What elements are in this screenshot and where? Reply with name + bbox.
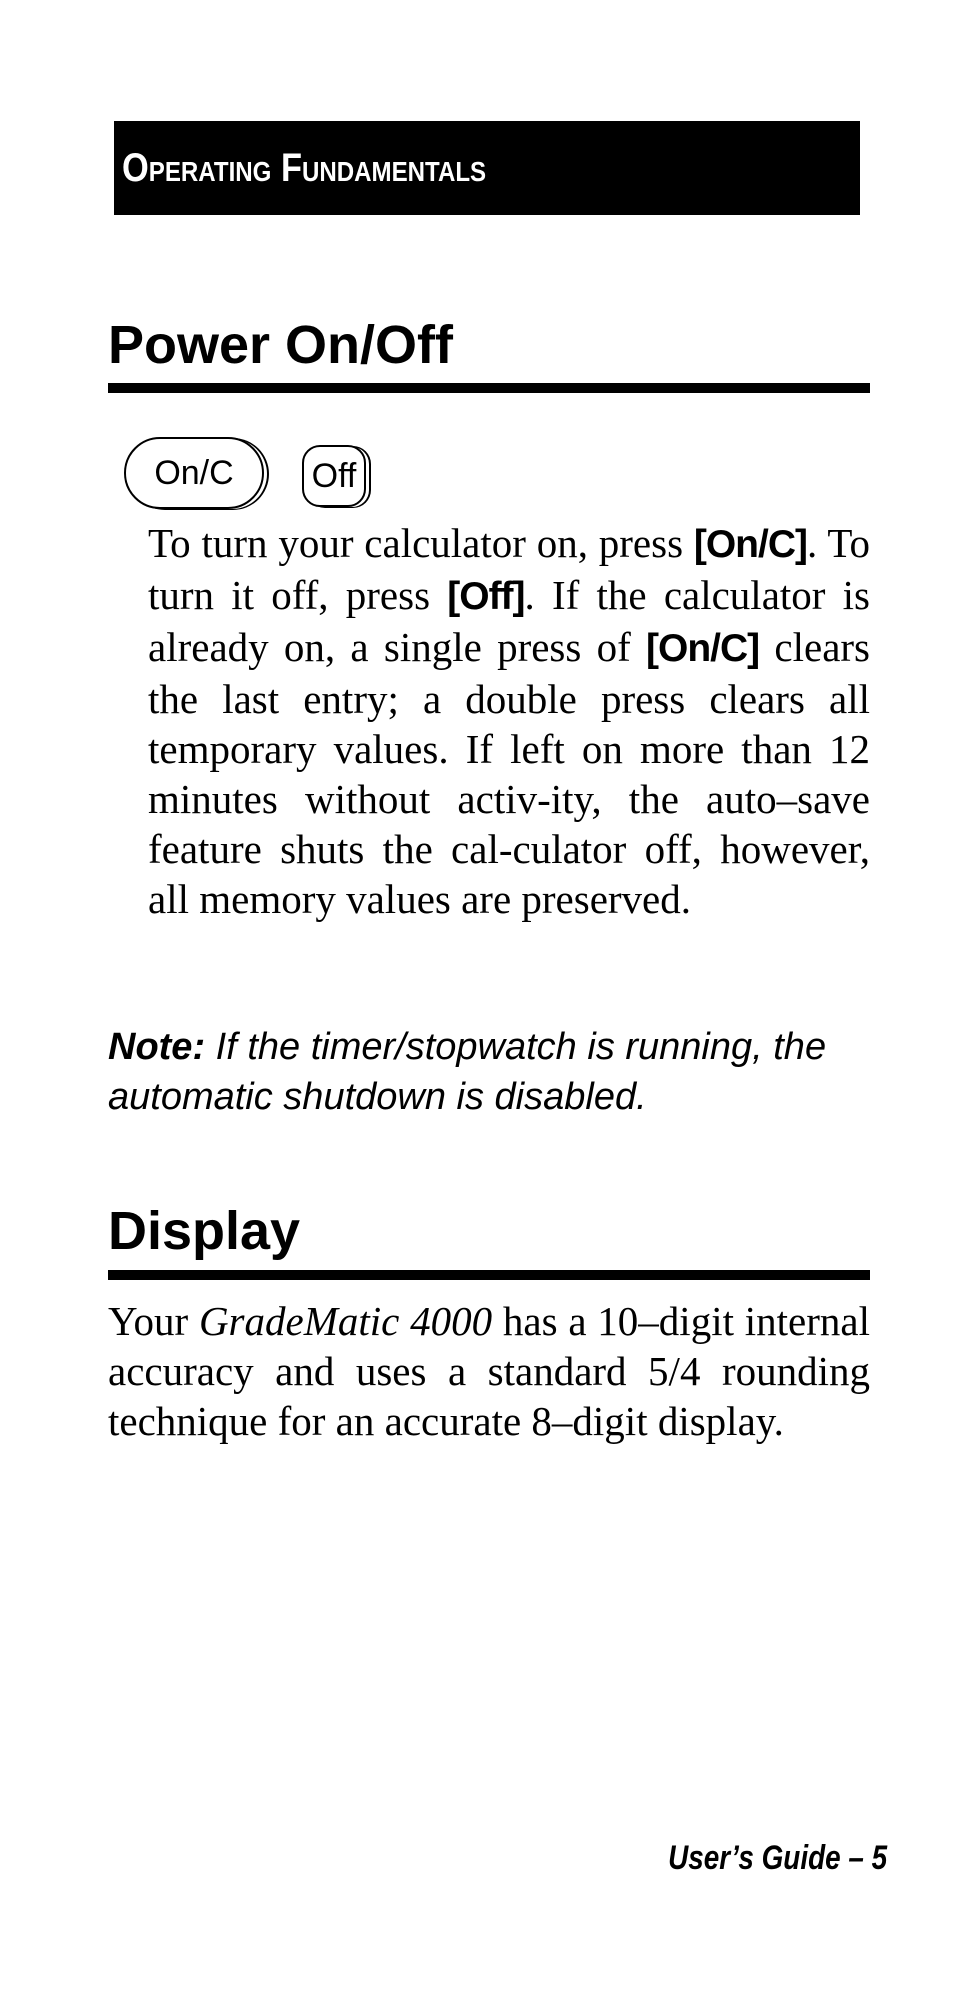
power-text-3: . If the calculator is already on, a single press of <box>148 572 870 670</box>
chapter-banner <box>114 121 860 215</box>
note-block <box>108 1022 878 1122</box>
key-ref-on-c-2: [On/C] <box>646 627 760 670</box>
off-key-icon <box>302 445 366 507</box>
power-text-1: To turn your calculator on, press <box>148 520 694 566</box>
page-footer <box>620 1838 888 1878</box>
display-text-2: has a 10–digit internal accuracy and uses a standard 5/4 rounding technique for an accurate 8–digit display. <box>108 1298 870 1444</box>
section-rule-power <box>108 383 870 393</box>
section-heading-power: Power On/Off <box>108 315 454 375</box>
display-paragraph <box>108 1296 870 1446</box>
key-illustration <box>124 437 384 513</box>
chapter-title: Operating Fundamentals <box>122 146 487 190</box>
page-number: User’s Guide – 5 <box>668 1839 888 1877</box>
power-paragraph <box>148 518 870 924</box>
power-text-4: clears the last entry; a double press clears all temporary values. If left on more than 12 minutes without activ-ity, the auto–save feature shuts the cal-culator off, however, all memory values are preserved. <box>148 624 871 922</box>
off-key-label: Off <box>311 457 357 495</box>
on-c-key-icon <box>124 437 264 509</box>
on-c-key-label: On/C <box>154 454 234 492</box>
note-text: If the timer/stopwatch is running, the automatic shutdown is disabled. <box>108 1026 827 1118</box>
product-name: GradeMatic 4000 <box>198 1298 493 1344</box>
note-label: Note: <box>108 1026 206 1068</box>
power-text-2: . To turn it off, press <box>148 520 870 618</box>
display-text-1: Your <box>108 1298 199 1344</box>
key-ref-on-c: [On/C] <box>693 523 807 566</box>
key-ref-off: [Off] <box>447 575 525 618</box>
section-rule-display <box>108 1270 870 1280</box>
section-heading-display: Display <box>108 1201 301 1261</box>
